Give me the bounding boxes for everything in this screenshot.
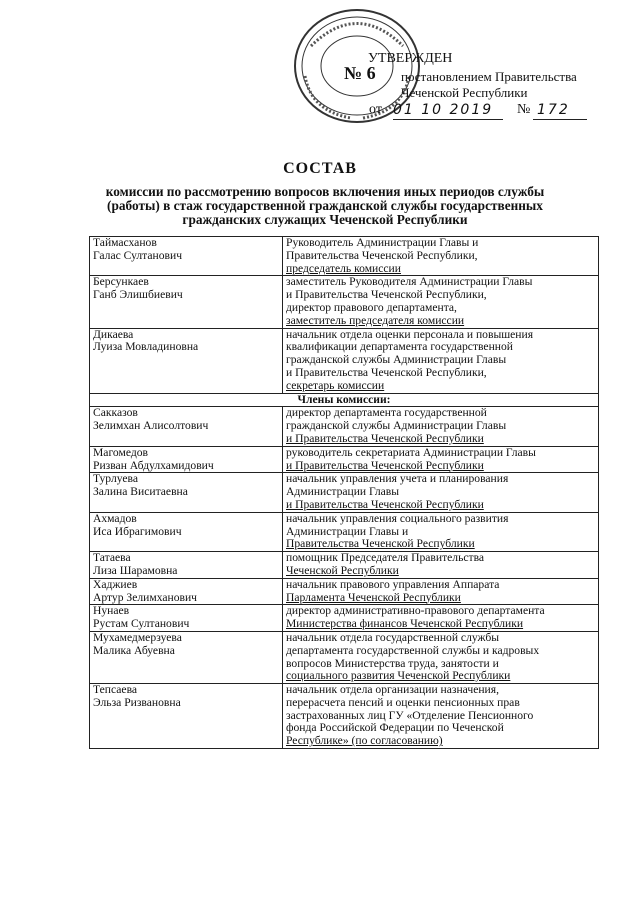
commission-table xyxy=(89,236,599,749)
member-name-cell xyxy=(90,237,283,276)
member-name-cell xyxy=(90,473,283,512)
member-role-line: Министерства финансов Чеченской Республики xyxy=(286,617,524,631)
table-row xyxy=(90,446,599,473)
member-name-cell xyxy=(90,605,283,632)
member-role-line: гражданской службы Администрации Главы xyxy=(286,419,507,433)
member-role-cell xyxy=(283,473,599,512)
seal-number: № 6 xyxy=(344,63,376,83)
member-role-line: директор административно-правового департамента xyxy=(286,604,545,618)
approval-date: 01 10 2019 xyxy=(393,102,494,118)
member-surname: Нунаев xyxy=(93,604,130,618)
table-row xyxy=(90,328,599,393)
member-role-line: Республике» (по согласованию) xyxy=(286,734,443,748)
member-role-line: и Правительства Чеченской Республики xyxy=(286,497,484,511)
member-role-line: руководитель секретариата Администрации Главы xyxy=(286,445,536,459)
member-role-line: и Правительства Чеченской Республики, xyxy=(286,365,487,379)
table-row xyxy=(90,578,599,605)
member-role-cell xyxy=(283,276,599,328)
member-surname: Мухамедмерзуева xyxy=(93,630,182,644)
approval-date-row xyxy=(365,102,605,122)
member-role-line: помощник Председателя Правительства xyxy=(286,551,485,565)
member-name-cell xyxy=(90,446,283,473)
table-row xyxy=(90,512,599,551)
member-role-line: начальник отдела государственной службы xyxy=(286,630,500,644)
table-row xyxy=(90,237,599,276)
member-role-cell xyxy=(283,237,599,276)
member-surname: Хаджиев xyxy=(93,577,138,591)
member-role-line: перерасчета пенсий и оценки пенсионных прав xyxy=(286,695,520,709)
member-role-line: департамента государственной службы и кадровых xyxy=(286,643,540,657)
member-name-cell xyxy=(90,684,283,749)
member-given-names: Иса Ибрагимович xyxy=(93,524,182,538)
member-role-line: застрахованных лиц ГУ «Отделение Пенсионного xyxy=(286,708,534,722)
member-role-line: секретарь комиссии xyxy=(286,378,385,392)
member-surname: Турлуева xyxy=(93,472,138,486)
member-role-cell xyxy=(283,578,599,605)
approval-line-2: Чеченской Республики xyxy=(401,85,528,100)
subtitle-line-2: (работы) в стаж государственной гражданской службы государственных xyxy=(107,198,543,213)
member-given-names: Лиза Шарамовна xyxy=(93,563,178,577)
table-row xyxy=(90,473,599,512)
member-role-line: начальник отдела организации назначения, xyxy=(286,683,499,697)
document-subtitle xyxy=(70,185,580,227)
member-given-names: Эльза Ризвановна xyxy=(93,695,181,709)
member-role-cell xyxy=(283,684,599,749)
member-role-line: председатель комиссии xyxy=(286,261,401,275)
member-given-names: Ризван Абдулхамидович xyxy=(93,458,214,472)
approval-number: 172 xyxy=(537,102,570,118)
member-role-cell xyxy=(283,552,599,579)
section-row xyxy=(90,393,599,407)
member-role-line: Правительства Чеченской Республики, xyxy=(286,248,478,262)
member-role-cell xyxy=(283,328,599,393)
member-role-line: Администрации Главы и xyxy=(286,524,409,538)
table-row xyxy=(90,407,599,446)
member-name-cell xyxy=(90,631,283,683)
member-name-cell xyxy=(90,276,283,328)
member-role-line: начальник управления социального развития xyxy=(286,511,509,525)
member-role-line: Правительства Чеченской Республики xyxy=(286,537,475,551)
section-label: Члены комиссии: xyxy=(90,393,599,407)
member-role-line: заместитель председателя комиссии xyxy=(286,313,465,327)
subtitle-line-3: гражданских служащих Чеченской Республики xyxy=(182,212,468,227)
member-surname: Сакказов xyxy=(93,406,138,420)
member-role-cell xyxy=(283,512,599,551)
member-role-line: и Правительства Чеченской Республики, xyxy=(286,288,487,302)
subtitle-line-1: комиссии по рассмотрению вопросов включения иных периодов службы xyxy=(105,184,545,199)
member-given-names: Рустам Султанович xyxy=(93,617,190,631)
member-name-cell xyxy=(90,407,283,446)
member-surname: Ахмадов xyxy=(93,511,137,525)
member-role-line: начальник управления учета и планирования xyxy=(286,472,509,486)
member-given-names: Зелимхан Алисолтович xyxy=(93,419,209,433)
member-surname: Тепсаева xyxy=(93,683,138,697)
member-surname: Берсункаев xyxy=(93,275,149,289)
member-surname: Дикаева xyxy=(93,327,134,341)
member-given-names: Луиза Мовладиновна xyxy=(93,340,199,354)
approval-word: УТВЕРЖДЕН xyxy=(368,51,453,66)
document-title: СОСТАВ xyxy=(283,160,357,177)
member-name-cell xyxy=(90,512,283,551)
member-role-cell xyxy=(283,446,599,473)
date-underline xyxy=(393,119,503,120)
member-role-line: Чеченской Республики xyxy=(286,563,399,577)
member-name-cell xyxy=(90,328,283,393)
member-name-cell xyxy=(90,552,283,579)
member-role-line: заместитель Руководителя Администрации Главы xyxy=(286,275,533,289)
member-role-cell xyxy=(283,631,599,683)
member-given-names: Ганб Элишбиевич xyxy=(93,288,183,302)
member-role-line: директор департамента государственной xyxy=(286,406,487,420)
member-role-line: социального развития Чеченской Республики xyxy=(286,669,511,683)
table-row xyxy=(90,276,599,328)
member-role-line: и Правительства Чеченской Республики xyxy=(286,458,484,472)
table-row xyxy=(90,552,599,579)
member-role-line: Парламента Чеченской Республики xyxy=(286,590,461,604)
member-role-line: директор правового департамента, xyxy=(286,300,457,314)
member-role-cell xyxy=(283,407,599,446)
member-role-line: гражданской службы Администрации Главы xyxy=(286,353,507,367)
member-role-line: начальник правового управления Аппарата xyxy=(286,577,500,591)
member-surname: Магомедов xyxy=(93,445,148,459)
member-name-cell xyxy=(90,578,283,605)
member-given-names: Залина Виситаевна xyxy=(93,485,188,499)
approval-line-1: постановлением Правительства xyxy=(401,69,577,84)
table-row xyxy=(90,631,599,683)
member-given-names: Артур Зелимханович xyxy=(93,590,198,604)
member-role-line: и Правительства Чеченской Республики xyxy=(286,431,484,445)
member-surname: Таймасханов xyxy=(93,236,157,249)
table-row xyxy=(90,605,599,632)
member-role-line: вопросов Министерства труда, занятости и xyxy=(286,656,499,670)
member-role-line: Администрации Главы xyxy=(286,485,400,499)
member-given-names: Малика Абуевна xyxy=(93,643,175,657)
member-given-names: Галас Султанович xyxy=(93,248,183,262)
date-prefix: от xyxy=(369,102,382,117)
member-role-line: начальник отдела оценки персонала и повышения xyxy=(286,327,534,341)
member-surname: Татаева xyxy=(93,551,131,565)
table-row xyxy=(90,684,599,749)
member-role-line: квалификации департамента государственной xyxy=(286,340,513,354)
member-role-line: Руководитель Администрации Главы и xyxy=(286,236,479,249)
number-underline xyxy=(533,119,587,120)
member-role-line: фонда Российской Федерации по Чеченской xyxy=(286,721,504,735)
member-role-cell xyxy=(283,605,599,632)
number-prefix: № xyxy=(517,102,531,117)
